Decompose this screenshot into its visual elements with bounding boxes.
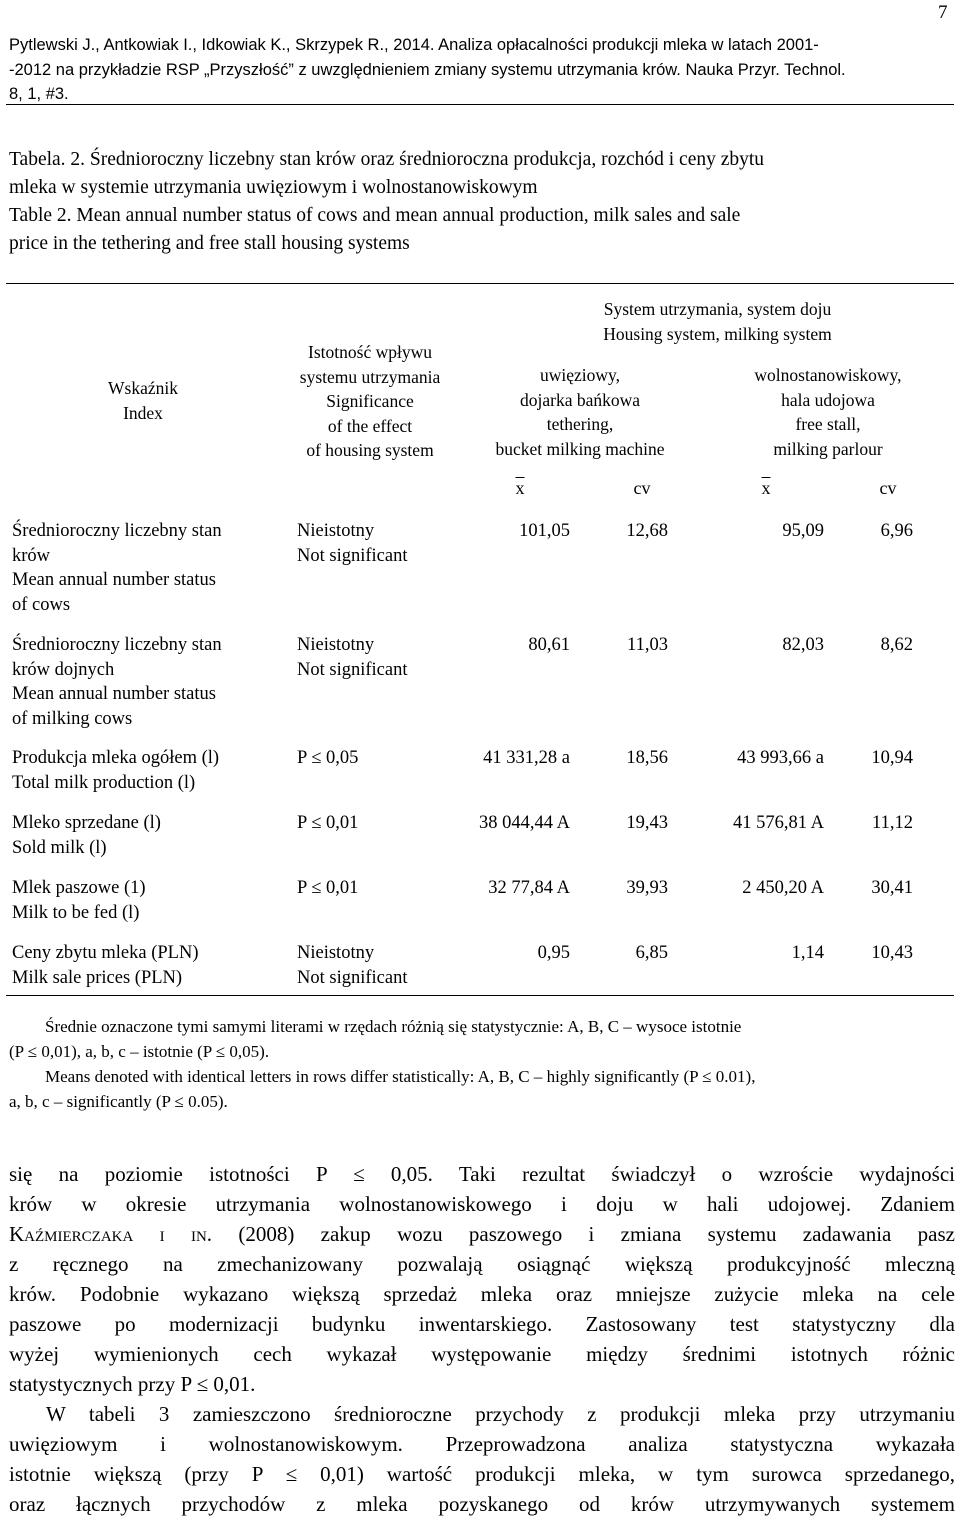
tethering-mean: 0,95 [537, 943, 570, 963]
table-footnote-english [9, 1064, 955, 1114]
tethering-cv: 19,43 [626, 813, 668, 833]
row-indicator [12, 811, 282, 860]
indicator-line: Średnioroczny liczebny stan [12, 521, 222, 541]
tethering-cv: 11,03 [627, 635, 668, 655]
stat-label-mean: $\overline{x}$ [761, 478, 771, 498]
author-citation: Kaźmierczaka i in. [9, 1222, 213, 1246]
footnote-line: Means denoted with identical letters in rows differ statistically: A, B, C – highly significantly (P ≤ 0.01), [45, 1067, 756, 1086]
tethering-mean: 101,05 [519, 521, 570, 541]
citation-line: -2012 na przykładzie RSP „Przyszłość” z uwzględnieniem zmiany systemu utrzymania krów. Nauka Przyr. Technol. [9, 60, 846, 79]
body-line: się na poziomie istotności P ≤ 0,05. Taki rezultat świadczył o wzroście wydajności [9, 1162, 955, 1186]
header-text: hala udojowa [781, 389, 875, 410]
tethering-cv: 6,85 [635, 943, 668, 963]
indicator-line: Średnioroczny liczebny stan [12, 635, 222, 655]
header-text: Istotność wpływu [308, 342, 432, 362]
column-header-free-stall [700, 363, 956, 461]
row-indicator [12, 746, 282, 795]
indicator-line: krów [12, 545, 51, 566]
free-stall-mean: 95,09 [782, 521, 824, 541]
footnote-line: Średnie oznaczone tymi samymi literami w rzędach różnią się statystycznie: A, B, C – wysoce istotnie [45, 1017, 742, 1036]
body-line: W tabeli 3 zamieszczono średnioroczne przychody z produkcji mleka przy utrzymaniu [46, 1402, 955, 1426]
header-text: Significance [326, 391, 414, 411]
header-text: uwięziowy, [539, 365, 621, 385]
column-header-housing-system [540, 297, 895, 346]
tethering-cv: 18,56 [626, 748, 668, 768]
indicator-line: of cows [12, 594, 71, 615]
caption-line: Table 2. Mean annual number status of cows and mean annual production, milk sales and sale [9, 205, 741, 226]
free-stall-cv: 11,12 [872, 813, 913, 833]
citation-line: 8, 1, #3. [9, 85, 69, 103]
tethering-cv: 39,93 [626, 878, 668, 898]
significance-line: P ≤ 0,01 [297, 813, 359, 833]
free-stall-cv: 10,43 [871, 943, 913, 963]
row-indicator [12, 519, 282, 617]
header-text: free stall, [795, 414, 861, 434]
body-line: krów. Podobnie wykazano większą sprzedaż mleka oraz mniejsze zużycie mleka na cele [9, 1282, 955, 1306]
body-line: paszowe po modernizacji budynku inwentarskiego. Zastosowany test statystyczny dla [9, 1312, 955, 1336]
column-header-tethering [460, 363, 700, 461]
row-significance [297, 811, 467, 836]
header-rule [6, 104, 954, 105]
stat-label-cv: cv [633, 478, 651, 498]
tethering-mean: 41 331,28 a [483, 748, 570, 768]
table-bottom-rule [6, 995, 954, 996]
header-text: System utrzymania, system doju [603, 299, 832, 319]
indicator-line: of milking cows [12, 708, 133, 729]
table-top-rule [6, 283, 954, 284]
citation-header [9, 33, 955, 107]
free-stall-mean: 1,14 [791, 943, 824, 963]
free-stall-mean: 41 576,81 A [733, 813, 824, 833]
table-caption [9, 146, 955, 258]
header-text: milking parlour [773, 438, 883, 459]
stat-label-cv: cv [879, 478, 897, 498]
header-text: Index [123, 402, 163, 423]
tethering-mean: 32 77,84 A [488, 878, 570, 898]
body-text-fragment: (2008) zakup wozu paszowego i zmiana systemu zadawania pasz [212, 1222, 955, 1246]
header-text: Wskaźnik [108, 378, 178, 398]
significance-line: Not significant [297, 545, 408, 566]
citation-line: Pytlewski J., Antkowiak I., Idkowiak K., Skrzypek R., 2014. Analiza opłacalności produkcji mleka w latach 2001- [9, 36, 819, 54]
caption-line: mleka w systemie utrzymania uwięziowym i wolnostanowiskowym [9, 177, 538, 198]
header-text: tethering, [546, 414, 614, 434]
caption-line: price in the tethering and free stall housing systems [9, 233, 410, 254]
body-paragraphs [9, 1159, 955, 1519]
significance-line: Not significant [297, 659, 408, 680]
header-text: of the effect [327, 415, 413, 436]
indicator-line: Milk to be fed (l) [12, 902, 140, 923]
row-indicator [12, 941, 282, 990]
header-text: wolnostanowiskowy, [754, 365, 902, 385]
indicator-line: Total milk production (l) [12, 772, 196, 793]
footnote-line: (P ≤ 0,01), a, b, c – istotnie (P ≤ 0,05). [9, 1042, 270, 1061]
row-indicator [12, 876, 282, 925]
body-line: statystycznych przy P ≤ 0,01. [9, 1372, 256, 1396]
body-line: wyżej wymienionych cech wykazał występowanie między średnimi istotnych różnic [9, 1342, 955, 1366]
significance-line: P ≤ 0,01 [297, 878, 359, 898]
free-stall-cv: 10,94 [871, 748, 913, 768]
free-stall-mean: 82,03 [782, 635, 824, 655]
body-line: krów w okresie utrzymania wolnostanowiskowego i doju w hali udojowej. Zdaniem [9, 1192, 955, 1216]
table-footnote-polish [9, 1014, 955, 1064]
significance-line: Nieistotny [297, 521, 375, 541]
caption-line: Tabela. 2. Średnioroczny liczebny stan krów oraz średnioroczna produkcja, rozchód i ceny zbytu [9, 149, 765, 170]
body-line: uwięziowym i wolnostanowiskowym. Przeprowadzona analiza statystyczna wykazała [9, 1432, 955, 1456]
body-line: z ręcznego na zmechanizowany pozwalają osiągnąć większą produkcyjność mleczną [9, 1252, 955, 1276]
body-line: istotnie większą (przy P ≤ 0,01) wartość produkcji mleka, w tym surowca sprzedanego, [9, 1462, 955, 1486]
indicator-line: Mlek paszowe (1) [12, 878, 146, 898]
free-stall-cv: 30,41 [871, 878, 913, 898]
free-stall-mean: 2 450,20 A [742, 878, 824, 898]
indicator-line: krów dojnych [12, 659, 115, 680]
indicator-line: Ceny zbytu mleka (PLN) [12, 943, 199, 963]
column-header-significance [280, 340, 460, 463]
header-text: dojarka bańkowa [519, 389, 641, 410]
header-text: Housing system, milking system [603, 323, 832, 344]
indicator-line: Mleko sprzedane (l) [12, 813, 161, 833]
row-significance [297, 746, 467, 771]
free-stall-cv: 8,62 [880, 635, 913, 655]
significance-line: Not significant [297, 967, 408, 988]
significance-line: P ≤ 0,05 [297, 748, 359, 768]
tethering-mean: 38 044,44 A [479, 813, 570, 833]
page-number: 7 [938, 2, 948, 23]
row-significance [297, 633, 467, 682]
significance-line: Nieistotny [297, 943, 375, 963]
significance-line: Nieistotny [297, 635, 375, 655]
row-significance [297, 519, 467, 568]
row-significance [297, 876, 467, 901]
indicator-line: Mean annual number status [12, 570, 216, 590]
indicator-line: Produkcja mleka ogółem (l) [12, 748, 220, 768]
header-text: bucket milking machine [495, 438, 665, 459]
stat-label-mean: $\overline{x}$ [515, 478, 525, 498]
column-header-index [83, 376, 203, 425]
row-significance [297, 941, 467, 990]
indicator-line: Mean annual number status [12, 684, 216, 704]
indicator-line: Milk sale prices (PLN) [12, 967, 183, 988]
footnote-line: a, b, c – significantly (P ≤ 0.05). [9, 1092, 228, 1111]
tethering-mean: 80,61 [528, 635, 570, 655]
header-text: systemu utrzymania [299, 366, 441, 387]
body-line [9, 1219, 955, 1249]
header-text: of housing system [306, 440, 434, 460]
free-stall-mean: 43 993,66 a [737, 748, 824, 768]
free-stall-cv: 6,96 [880, 521, 913, 541]
row-indicator [12, 633, 282, 731]
indicator-line: Sold milk (l) [12, 837, 107, 858]
tethering-cv: 12,68 [626, 521, 668, 541]
body-line: oraz łącznych przychodów z mleka pozyskanego od krów utrzymywanych systemem [9, 1492, 955, 1516]
